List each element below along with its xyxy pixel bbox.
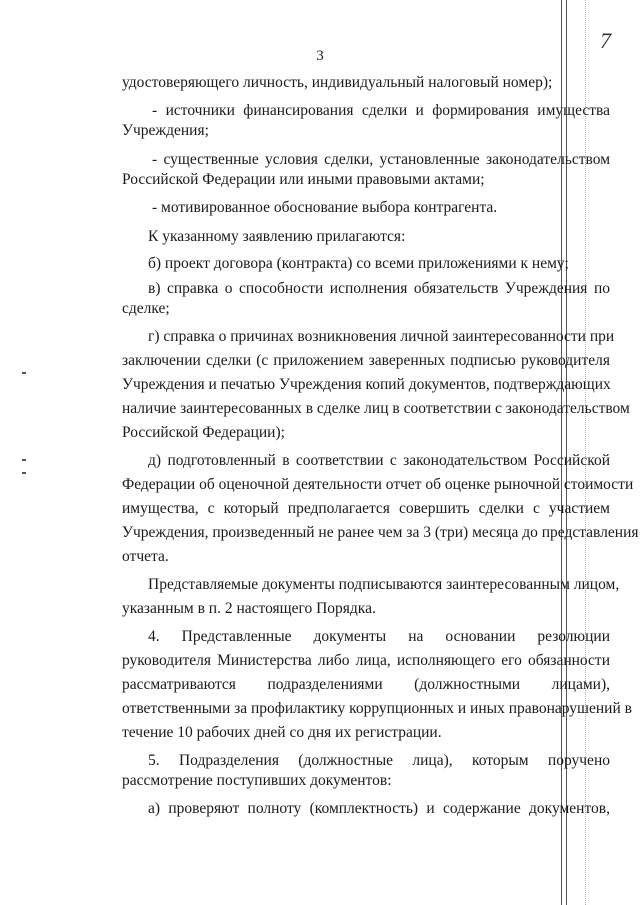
text-line: б) проект договора (контракта) со всеми приложениями к нему; <box>148 255 569 272</box>
scan-mark <box>22 372 26 374</box>
text-line: - существенные условия сделки, установленные законодательством <box>152 151 610 168</box>
handwritten-page-mark: 7 <box>600 28 611 53</box>
text-line: 4. Представленные документы на основании резолюции <box>148 628 610 645</box>
text-line: Федерации об оценочной деятельности отчет об оценке рыночной стоимости <box>122 476 634 493</box>
text-line: Российской Федерации или иными правовыми актами; <box>122 171 485 188</box>
text-line: Российской Федерации); <box>122 424 285 441</box>
text-line: рассмотрение поступивших документов: <box>122 772 392 789</box>
text-line: Представляемые документы подписываются заинтересованным лицом, <box>148 576 620 593</box>
text-line: Учреждения; <box>122 122 209 139</box>
page-number: 3 <box>316 48 324 64</box>
text-line: а) проверяют полноту (комплектность) и содержание документов, <box>148 800 610 817</box>
text-line: имущества, с который предполагается совершить сделки с участием <box>122 500 610 517</box>
text-line: заключении сделки (с приложением заверенных подписью руководителя <box>122 352 610 369</box>
text-line: Учреждения, произведенный не ранее чем за 3 (три) месяца до представления <box>122 524 639 541</box>
scan-mark <box>22 459 26 461</box>
scan-mark <box>22 472 26 474</box>
text-line: К указанному заявлению прилагаются: <box>148 228 406 245</box>
text-line: наличие заинтересованных в сделке лиц в соответствии с законодательством <box>122 400 630 417</box>
text-line: Учреждения и печатью Учреждения копий документов, подтверждающих <box>122 376 611 393</box>
text-line: течение 10 рабочих дней со дня их регистрации. <box>122 724 442 741</box>
text-line: ответственными за профилактику коррупционных и иных правонарушений в <box>122 700 632 717</box>
text-line: д) подготовленный в соответствии с законодательством Российской <box>148 452 610 469</box>
text-line: указанным в п. 2 настоящего Порядка. <box>122 600 376 617</box>
text-line: удостоверяющего личность, индивидуальный налоговый номер); <box>122 74 553 91</box>
text-line: 5. Подразделения (должностные лица), которым поручено <box>148 752 610 769</box>
text-line: отчета. <box>122 548 169 565</box>
text-line: г) справка о причинах возникновения личной заинтересованности при <box>148 328 615 345</box>
text-line: - источники финансирования сделки и формирования имущества <box>152 102 610 119</box>
text-line: руководителя Министерства либо лица, исполняющего его обязанности <box>122 652 610 669</box>
text-line: сделке; <box>122 300 170 317</box>
text-line: в) справка о способности исполнения обязательств Учреждения по <box>148 280 610 297</box>
text-line: рассматриваются подразделениями (должностными лицами), <box>122 676 610 693</box>
text-line: - мотивированное обоснование выбора контрагента. <box>152 199 498 216</box>
